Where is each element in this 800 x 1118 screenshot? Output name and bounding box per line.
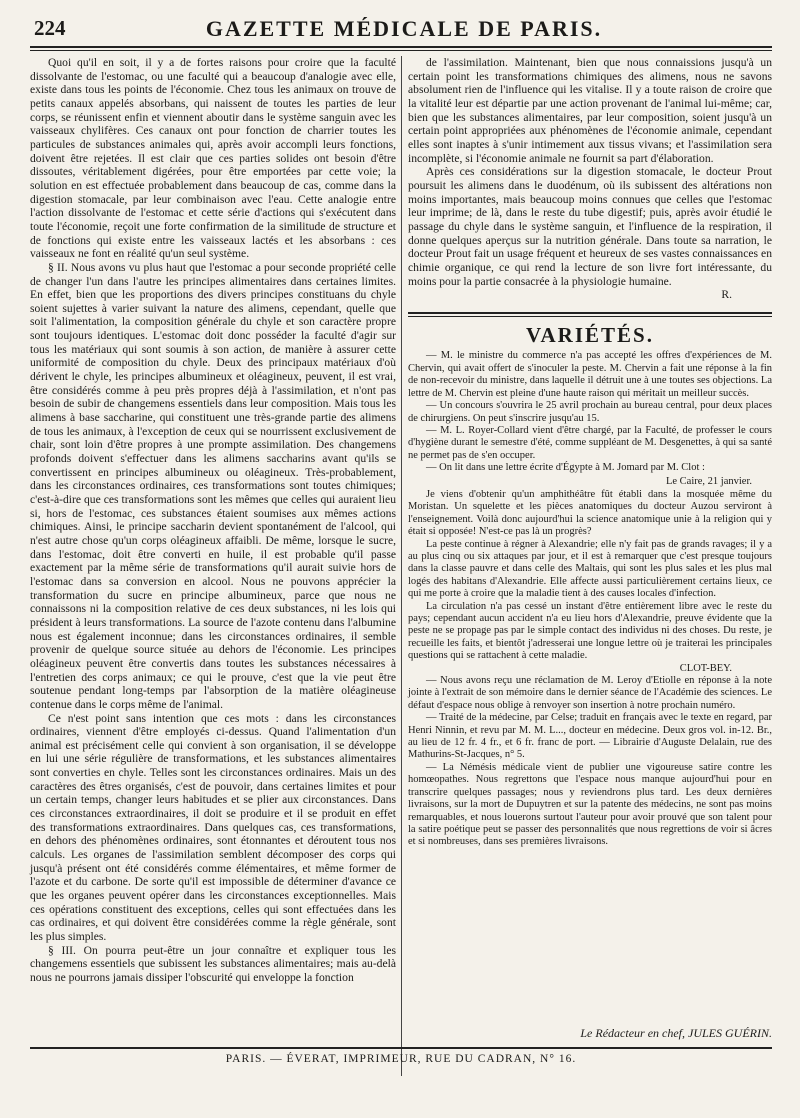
article-signature: R. bbox=[721, 288, 732, 302]
page-number: 224 bbox=[34, 16, 66, 40]
news-item: — Un concours s'ouvrira le 25 avril prochain au bureau central, pour deux places de chirurgiens. On peut s'inscrire jusqu'au 15. bbox=[408, 400, 772, 424]
journal-title: GAZETTE MÉDICALE DE PARIS. bbox=[205, 16, 603, 41]
letter-signature: CLOT-BEY. bbox=[679, 662, 732, 674]
column-divider bbox=[401, 56, 402, 1076]
news-item: — La Némésis médicale vient de publier une vigoureuse satire contre les homœopathes. Nous regrettons que l'espace nous manque aujourd'hui pour en transcrire quelques passages; nous y reviendrons plus tard. Les deux dernières livraisons, sur la mort de Dupuytren et sur la patente des médecins, ne sont pas moins remarquables, et nous louerons surtout l'auteur pour avoir prouvé que son talent pour la satire poétique peut se passer des personnalités que nous regrettions de voir si âcres et si nombreuses, dans ses premières livraisons. bbox=[408, 761, 772, 848]
editor-signature-text: Le Rédacteur en chef, JULES GUÉRIN. bbox=[580, 1026, 772, 1040]
left-column bbox=[30, 56, 396, 985]
letter-paragraph: Je viens d'obtenir qu'un amphithéâtre fût établi dans la mosquée même du Moristan. Un squelette et les pièces anatomiques du docteur Auzou serviront à l'enseignement. Voilà donc aujourd'hui la science anatomique unie à la religion qui y était si opposée! N'est-ce pas là un progrès? bbox=[408, 488, 772, 538]
news-item: — On lit dans une lettre écrite d'Égypte à M. Jomard par M. Clot : bbox=[426, 462, 705, 474]
letter-dateline: Le Caire, 21 janvier. bbox=[665, 475, 752, 487]
paragraph: § III. On pourra peut-être un jour connaître et expliquer tous les changemens essentiels que subissent les substances alimentaires; mais au-delà nous ne pourrons jamais dissiper l'obscurité qui enveloppe la fonction bbox=[30, 943, 396, 984]
news-item: — M. le ministre du commerce n'a pas accepté les offres d'expériences de M. Chervin, qui avait offert de s'inoculer la peste. M. Chervin a fait une réponse à la fin de non-recevoir du ministre, dans laquelle il détruit une à une toutes ses objections. La lettre de M. Chervin est pleine d'une haute raison qui méritait un meilleur succès. bbox=[408, 350, 772, 399]
news-item: — Nous avons reçu une réclamation de M. Leroy d'Etiolle en réponse à la note jointe à l'extrait de son mémoire dans le dernier séance de l'Académie des sciences. Le défaut d'espace nous oblige à renvoyer son insertion à notre prochain numéro. bbox=[408, 675, 772, 711]
page-header bbox=[34, 14, 774, 48]
section-title-varietes: VARIÉTÉS. bbox=[526, 322, 654, 347]
varietes-content bbox=[408, 350, 772, 848]
editor-signature bbox=[408, 1026, 772, 1041]
letter-paragraph: La circulation n'a pas cessé un instant d'être entièrement libre avec le reste du pays; cependant aucun accident n'a eu lieu hors d'Alexandrie, preuve évidente que la peste ne se propage pas par le simple contact des individus ni des choses. Du reste, je recueille les faits, et bientôt j'adresserai une longue lettre où je traiterai les principales questions qui se rattachent à cette maladie. bbox=[408, 600, 772, 662]
section-rule bbox=[408, 312, 772, 314]
news-item: — M. L. Royer-Collard vient d'être chargé, par la Faculté, de professer le cours d'hygiène durant le semestre d'été, comme suppléant de M. Desgenettes, à qui sa santé ne permet pas de s'en occuper. bbox=[408, 424, 772, 461]
news-item: — Traité de la médecine, par Celse; traduit en français avec le texte en regard, par Henri Ninnin, et revu par M. M. L..., docteur en médecine. Deux gros vol. in-12. Br., au lieu de 12 fr. 4 fr., et 6 fr. franc de port. — Librairie d'Auguste Delalain, rue des Mathurins-St-Jacques, n° 5. bbox=[408, 712, 772, 761]
printer-footer: PARIS. — ÉVERAT, IMPRIMEUR, RUE DU CADRAN, N° 16. bbox=[225, 1053, 577, 1065]
footer-rule bbox=[30, 1047, 772, 1049]
letter-paragraph: La peste continue à régner à Alexandrie; elle n'y fait pas de grands ravages; il y a au plus cinq ou six attaques par jour, et il est à remarquer que c'est presque toujours dans la classe pauvre et dans celle des Maltais, qui sont les plus sales et les plus mal logés des habitans d'Alexandrie. Elle affecte aussi particulièrement certains lieux, ce qui me porte à croire que la maladie tient à des causes locales d'infection. bbox=[408, 538, 772, 600]
paragraph: § II. Nous avons vu plus haut que l'estomac a pour seconde propriété celle de changer l'un dans l'autre les principes alimentaires dans certaines limites. En effet, bien que les proportions des divers principes constituans du chyle soient sujettes à varier suivant la nature des alimens, cependant, quelle que soit l'alimentation, la composition générale du chyle et son caractère propre sont toujours identiques. L'estomac doit donc posséder la faculté d'agir sur tous les matériaux qui sont soumis à son action, de manière à assurer cette uniformité de composition du chyle. Deux des principaux matériaux d'où dérivent le chyle, les principes albumineux et oléagineux, peuvent, il est vrai, être considérés comme à peu près propres déjà à l'assimilation, et n'ont pas besoin de subir de changemens essentiels dans leur composition. Mais tous les alimens à base saccharine, qui constituent une très-grande partie des alimens de tous les animaux, à l'exception de ceux qui se nourrissent exclusivement de chair, sont loin d'être propres à une prompte assimilation. Des changemens profonds doivent s'effectuer dans les alimens saccharins avant qu'ils se convertissent en principes albumineux ou oléagineux. Très-probablement, dans les circonstances ordinaires, ces transformations sont toutes chimiques; c'est-à-dire que ces transformations sont les mêmes que celles qui auraient lieu si, hors de l'estomac, ces substances étaient soumises aux mêmes actions chimiques. Ainsi, le principe saccharin devient spontanément de l'alcool, qui n'est autre chose qu'un corps oléagineux affaibli. De même, lorsque le sucre, dans l'estomac, doit être converti en huile, il est probable qu'il passe exactement par la même série de transformations qu'il aurait suivie hors de l'estomac dans sa conversion en alcool. Nous ne pouvons apprécier la transformation du sucre en principe albumineux, parce que nous ne connaissons ni la composition relative de ces deux substances, ni les lois qui président à leurs transformations. La source de l'azote contenu dans l'albumine nous est également inconnue; dans les circonstances ordinaires, il semble provenir de quelque source située au dehors de l'économie. Les principes oléagineux peuvent être convertis dans toutes les substances nécessaires à l'entretien des corps animaux; ce qui le prouve, c'est que la vie peut être soutenue pendant long-temps par l'absorption de la matière oléagineuse contenue dans le corps même de l'animal. bbox=[30, 260, 396, 711]
right-column bbox=[408, 56, 772, 849]
header-rule bbox=[30, 46, 772, 48]
paragraph: Après ces considérations sur la digestion stomacale, le docteur Prout poursuit les alimens dans le duodénum, où ils subissent des altérations non moins importantes, mais beaucoup moins connues que celles que l'estomac leur imprime; de là, dans le reste du tube digestif; puis, après avoir étudié le passage du chyle dans le système sanguin, et l'influence de la respiration, il donne quelques aperçus sur la nutrition générale. Dans toute sa narration, le docteur Prout fait un usage fréquent et heureux de ses vastes connaissances en chimie organique, ce qui rend la lecture de son livre fort intéressante, du moins pour la partie consacrée à la physiologie humaine. bbox=[408, 165, 772, 288]
paragraph: Quoi qu'il en soit, il y a de fortes raisons pour croire que la faculté dissolvante de l'estomac, ou une faculté qui a beaucoup d'analogie avec elle, existe dans tous les points de l'économie. Chez tous les animaux on trouve de petits canaux appelés absorbans, qui naissent de toutes les parties de leur corps, se réunissent enfin et viennent aboutir dans le système sanguin avec les vaisseaux chylifères. Ces canaux ont pour fonction de charrier toutes les particules de substances animales qui, après avoir accompli leurs fonctions, doivent être rejetées. Il est clair que ces parties solides ont besoin d'être dissoutes, véritablement digérées, pour être emportées par cette voie; la solution en est effectuée probablement dans beaucoup de cas, comme dans la digestion stomacale, par leur combinaison avec l'eau. Cette analogie entre l'action dissolvante de l'estomac et cette série d'actions qui s'exécutent dans toute l'économie, reçoit une forte confirmation de la similitude de structure et de fonctions qui existe entre les vaisseaux lactés et les absorbans : ces vaisseaux ne font en réalité qu'un seul système. bbox=[30, 56, 396, 261]
paragraph: de l'assimilation. Maintenant, bien que nous connaissions jusqu'à un certain point les transformations chimiques des alimens, nous ne savons absolument rien de l'influence qui les vitalise. Il y a toute raison de croire que la vitalité leur est départie par une action provenant de l'animal lui-même; car, bien que les substances alimentaires, par leur composition, soient jusqu'à un certain point appropriées aux phénomènes de l'économie animale, cependant elles sont inaptes à s'unir intimement aux tissus vivans; et l'assimilation sera incomplète, si l'économie animale ne fournit sa part d'élaboration. bbox=[408, 56, 772, 165]
paragraph: Ce n'est point sans intention que ces mots : dans les circonstances ordinaires, viennent d'être employés ci-dessus. Quand l'alimentation d'un animal est précisément celle qui convient à son organisation, il se développe en lui une série régulière de transformations, et les substances alimentaires sont converties en chyle. Telles sont les circonstances ordinaires. Mais un des caractères des êtres organisés, c'est de pouvoir, dans certaines limites et pour un certain temps, changer leurs habitudes et se plier aux circonstances. Dans ces circonstances extraordinaires, il doit se produire et il se produit en effet des transformations extraordinaires. Dans quelques cas, ces transformations, en dehors des phénomènes ordinaires, sont étonnantes et déroutent tous nos calculs. Les organes de l'assimilation semblent décomposer des corps qui jusqu'à présent ont été considérés comme élémentaires, et même former de l'azote et du carbone. De sorte qu'il est impossible de déterminer d'avance ce que les organes peuvent opérer dans les circonstances exceptionnelles. Mais ces opérations constituent des exceptions, celles qui sont effectuées dans les cas ordinaires, et qui doivent être considérées comme la règle générale, sont les plus simples. bbox=[30, 711, 396, 943]
header-rule-thin bbox=[30, 50, 772, 51]
section-rule-thin bbox=[408, 316, 772, 317]
